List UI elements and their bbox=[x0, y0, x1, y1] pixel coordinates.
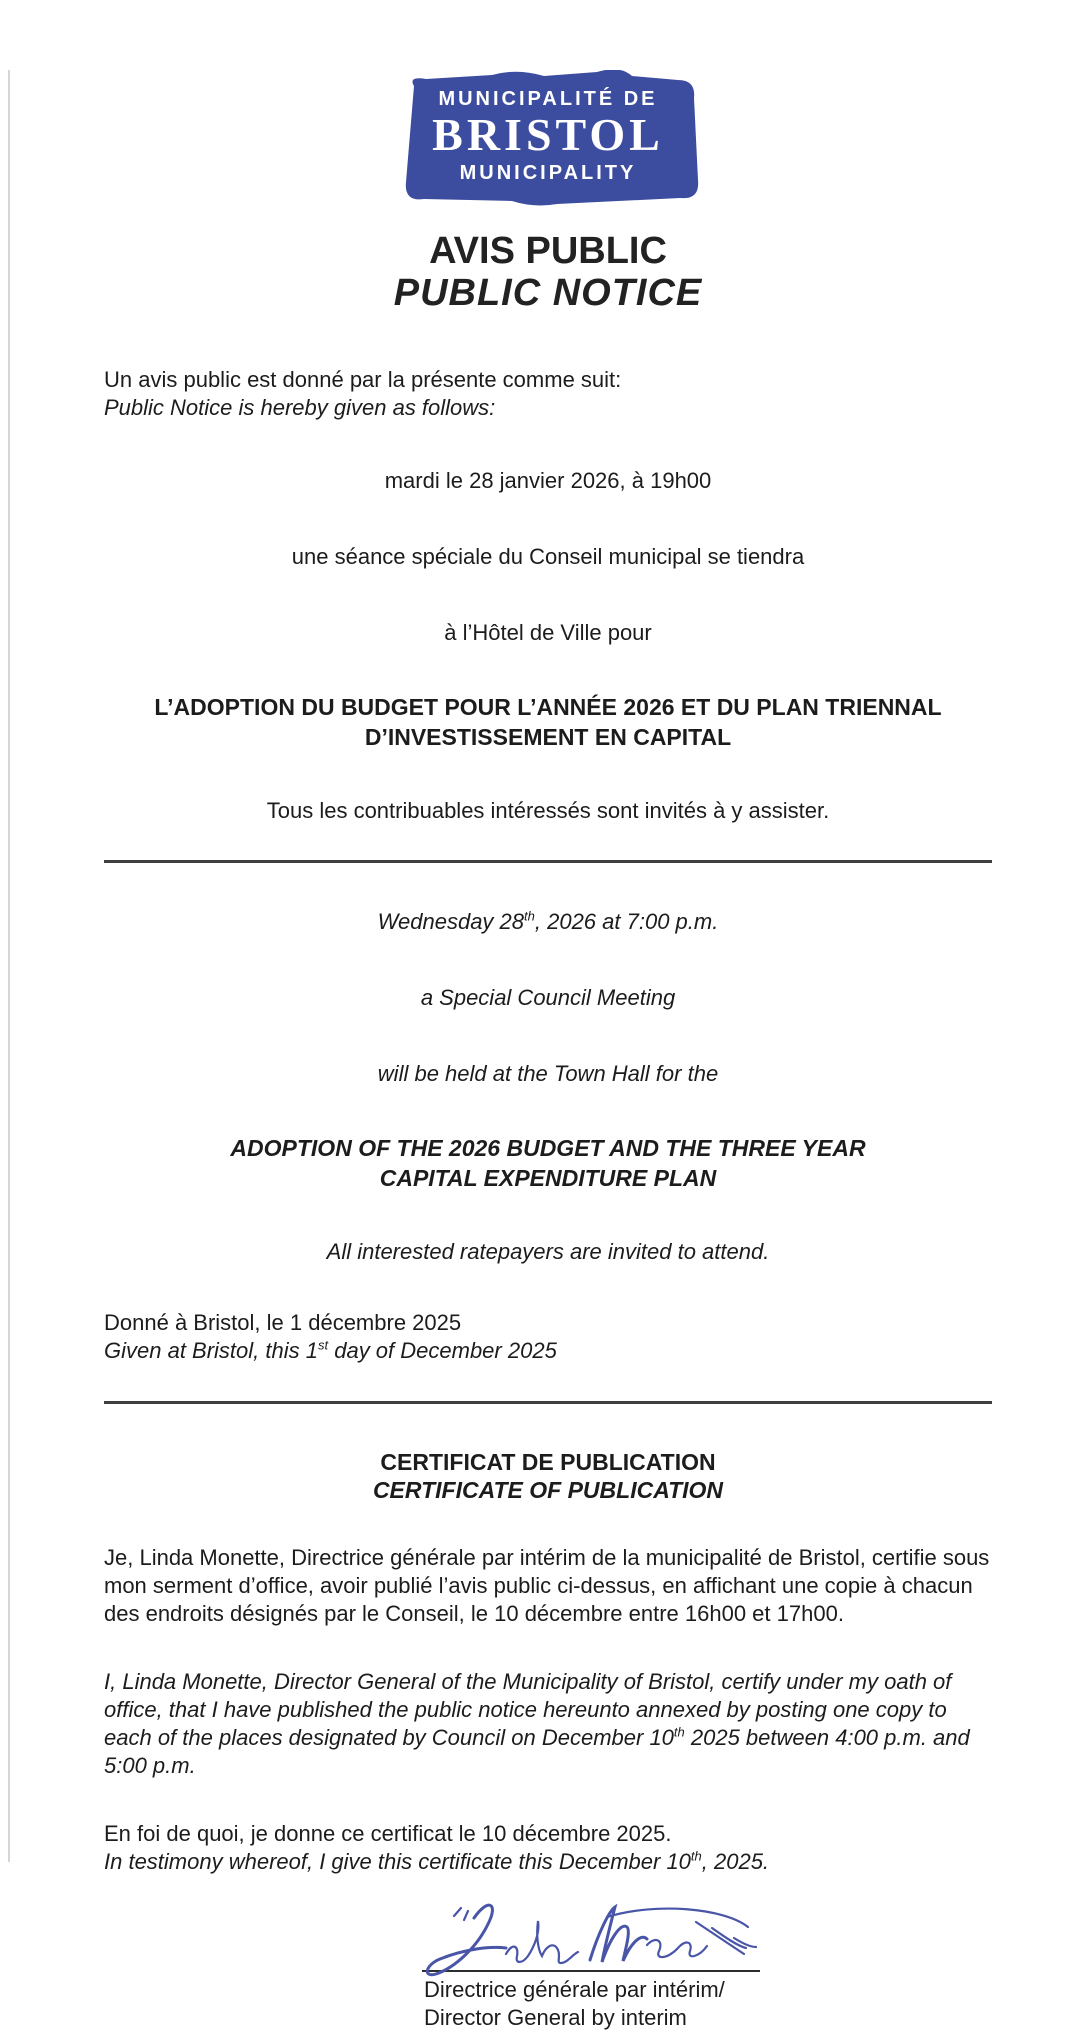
signer-title-french: Directrice générale par intérim/ bbox=[424, 1977, 725, 2002]
meeting-date-french: mardi le 28 janvier 2026, à 19h00 bbox=[384, 468, 712, 493]
meeting-type-french: une séance spéciale du Conseil municipal se tiendra bbox=[291, 544, 805, 569]
notice-page bbox=[0, 70, 1088, 2032]
testimony-french: En foi de quoi, je donne ce certificat le 10 décembre 2025. bbox=[104, 1821, 672, 1846]
testimony-english-text: In testimony whereof, I give this certificate this December 10 bbox=[104, 1849, 691, 1874]
testimony-english-ordinal: th bbox=[690, 1848, 702, 1864]
intro-paragraph bbox=[104, 366, 992, 422]
signer-title-english: Director General by interim bbox=[424, 2005, 687, 2030]
meeting-date-english bbox=[104, 909, 992, 935]
budget-heading-french bbox=[104, 692, 992, 752]
municipal-logo bbox=[392, 70, 704, 208]
logo-text-bristol: BRISTOL bbox=[432, 109, 664, 160]
invitation-french: Tous les contribuables intéressés sont invités à y assister. bbox=[266, 798, 830, 823]
section-divider-bottom bbox=[104, 1401, 992, 1404]
signature-line bbox=[422, 1970, 760, 1972]
budget-heading-english-line1: ADOPTION OF THE 2026 BUDGET AND THE THREE YEAR bbox=[230, 1135, 866, 1161]
section-divider-top bbox=[104, 860, 992, 863]
signature-block bbox=[422, 1894, 767, 2032]
invitation-english: All interested ratepayers are invited to attend. bbox=[326, 1239, 770, 1264]
dateline bbox=[104, 1309, 992, 1365]
certificate-body-english bbox=[104, 1668, 992, 1780]
dateline-english bbox=[104, 1337, 992, 1365]
dateline-english-ordinal: st bbox=[317, 1337, 329, 1353]
certificate-body-french: Je, Linda Monette, Directrice générale par intérim de la municipalité de Bristol, certifie sous mon serment d’office, avoir publié l’avis public ci-dessus, en affichant une copie à chacun des endroits désignés par le Conseil, le 10 décembre entre 16h00 et 17h00. bbox=[104, 1545, 990, 1626]
certificate-body-english-ordinal: th bbox=[673, 1724, 685, 1740]
testimony-block bbox=[104, 1820, 992, 1876]
dateline-english-rest: day of December 2025 bbox=[328, 1338, 557, 1363]
certificate-body-english-text: I, Linda Monette, Director General of the Municipality of Bristol, certify under my oath of office, that I have published the public notice hereunto annexed by posting one copy to each of the places designated by Council on December 10 bbox=[104, 1669, 952, 1750]
certificate-title-french: CERTIFICAT DE PUBLICATION bbox=[380, 1449, 716, 1475]
budget-heading-french-line1: L’ADOPTION DU BUDGET POUR L’ANNÉE 2026 ET DU PLAN TRIENNAL bbox=[154, 694, 942, 720]
budget-heading-english-line2: CAPITAL EXPENDITURE PLAN bbox=[379, 1165, 717, 1191]
intro-line-french: Un avis public est donné par la présente comme suit: bbox=[104, 367, 622, 392]
meeting-location-english: will be held at the Town Hall for the bbox=[377, 1061, 719, 1086]
budget-heading-french-line2: D’INVESTISSEMENT EN CAPITAL bbox=[364, 724, 732, 750]
meeting-date-english-text: Wednesday 28 bbox=[377, 909, 525, 934]
page-title-english: PUBLIC NOTICE bbox=[393, 272, 703, 314]
dateline-french: Donné à Bristol, le 1 décembre 2025 bbox=[104, 1310, 462, 1335]
certificate-title-english: CERTIFICATE OF PUBLICATION bbox=[372, 1477, 724, 1503]
logo-text-municipality: MUNICIPALITY bbox=[459, 162, 637, 184]
meeting-type-english: a Special Council Meeting bbox=[420, 985, 676, 1010]
meeting-location-french: à l’Hôtel de Ville pour bbox=[444, 620, 652, 645]
logo-text-municipalite-de: MUNICIPALITÉ DE bbox=[438, 88, 658, 110]
page-title-french: AVIS PUBLIC bbox=[429, 230, 667, 272]
intro-line-english: Public Notice is hereby given as follows: bbox=[104, 395, 496, 420]
budget-heading-english bbox=[104, 1133, 992, 1193]
meeting-date-english-ordinal: th bbox=[524, 908, 535, 924]
testimony-english-rest: , 2025. bbox=[701, 1849, 770, 1874]
meeting-date-english-time: , 2026 at 7:00 p.m. bbox=[534, 909, 719, 934]
certificate-title-block bbox=[104, 1448, 992, 1504]
dateline-english-text: Given at Bristol, this 1 bbox=[104, 1338, 318, 1363]
testimony-english bbox=[104, 1848, 992, 1876]
certificate-body-english-rest: 2025 between 4:00 p.m. and 5:00 p.m. bbox=[104, 1725, 970, 1778]
signature-image bbox=[394, 1894, 766, 1986]
